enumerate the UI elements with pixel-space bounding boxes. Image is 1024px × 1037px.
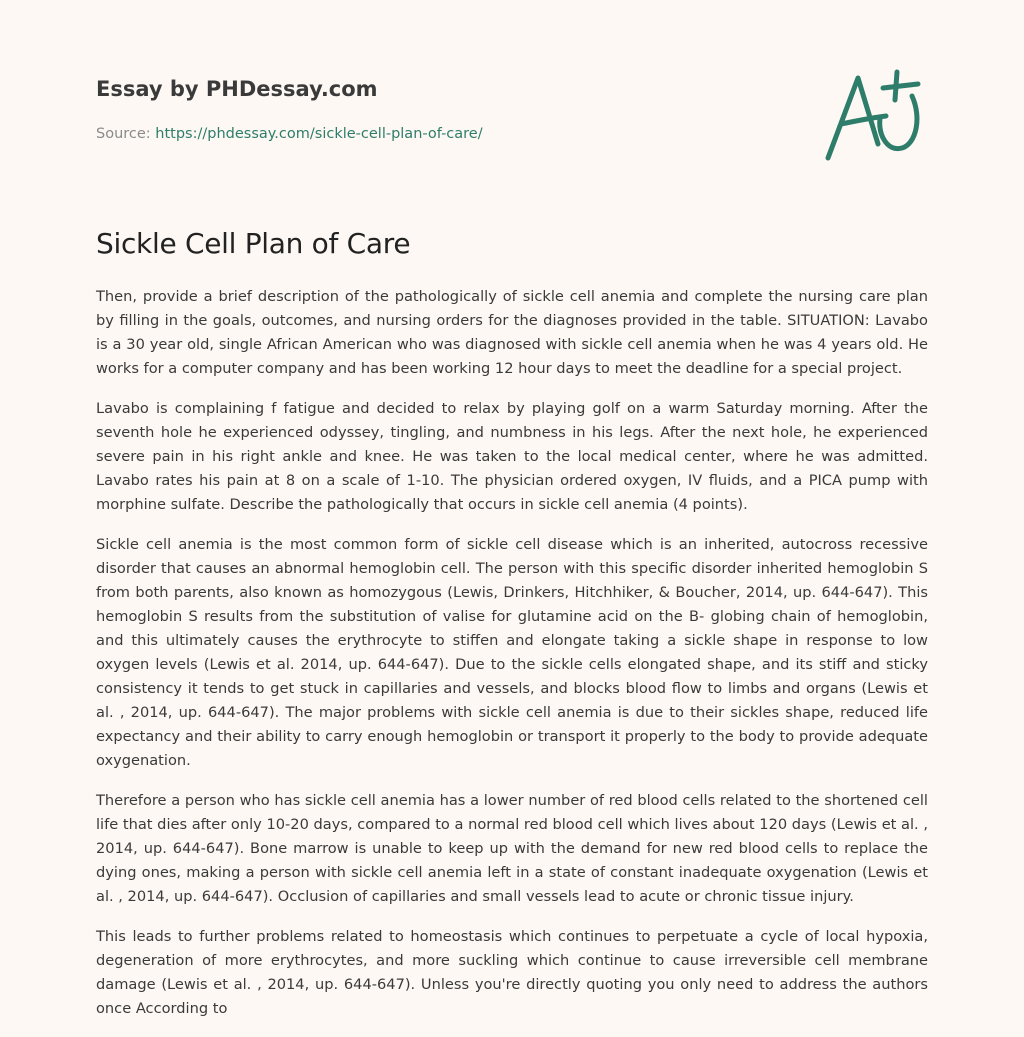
page-header — [96, 74, 796, 144]
article-paragraph: This leads to further problems related to homeostasis which continues to perpetuate a cycle of local hypoxia, degeneration of more erythrocytes, and more suckling which continue to cause irreversible cell membrane damage (Lewis et al. , 2014, up. 644-647). Unless you're directly quoting you only need to address the authors once According to — [96, 928, 928, 1017]
source-link[interactable]: https://phdessay.com/sickle-cell-plan-of-care/ — [155, 126, 483, 142]
source-line — [96, 124, 796, 144]
article-paragraph: Then, provide a brief description of the pathologically of sickle cell anemia and complete the nursing care plan by filling in the goals, outcomes, and nursing orders for the diagnoses provided in the table. SITUATION: Lavabo is a 30 year old, single African American who was diagnosed with sickle cell anemia when he was 4 years old. He works for a computer company and has been working 12 hour days to meet the deadline for a special project. — [96, 288, 928, 377]
site-brand: Essay by PHDessay.com — [96, 77, 378, 101]
source-label: Source: — [96, 126, 156, 142]
page-title: Sickle Cell Plan of Care — [96, 227, 411, 260]
article-body — [96, 285, 928, 1037]
a-plus-grade-icon — [818, 66, 930, 166]
article-paragraph: Therefore a person who has sickle cell anemia has a lower number of red blood cells related to the shortened cell life that dies after only 10-20 days, compared to a normal red blood cell which lives about 120 days (Lewis et al. , 2014, up. 644-647). Bone marrow is unable to keep up with the demand for new red blood cells to replace the dying ones, making a person with sickle cell anemia left in a state of constant inadequate oxygenation (Lewis et al. , 2014, up. 644-647). Occlusion of capillaries and small vessels lead to acute or chronic tissue injury. — [96, 792, 928, 905]
article-paragraph: Sickle cell anemia is the most common form of sickle cell disease which is an inherited, autocross recessive disorder that causes an abnormal hemoglobin cell. The person with this specific disorder inherited hemoglobin S from both parents, also known as homozygous (Lewis, Drinkers, Hitchhiker, & Boucher, 2014, up. 644-647). This hemoglobin S results from the substitution of valise for glutamine acid on the B- globing chain of hemoglobin, and this ultimately causes the erythrocyte to stiffen and elongate taking a sickle shape in response to low oxygen levels (Lewis et al. 2014, up. 644-647). Due to the sickle cells elongated shape, and its stiff and sticky consistency it tends to get stuck in capillaries and vessels, and blocks blood flow to limbs and organs (Lewis et al. , 2014, up. 644-647). The major problems with sickle cell anemia is due to their sickles shape, reduced life expectancy and their ability to carry enough hemoglobin or transport it properly to the body to provide adequate oxygenation. — [96, 536, 928, 769]
article-paragraph: Lavabo is complaining f fatigue and decided to relax by playing golf on a warm Saturday morning. After the seventh hole he experienced odyssey, tingling, and numbness in his legs. After the next hole, he experienced severe pain in his right ankle and knee. He was taken to the local medical center, where he was admitted. Lavabo rates his pain at 8 on a scale of 1-10. The physician ordered oxygen, IV fluids, and a PICA pump with morphine sulfate. Describe the pathologically that occurs in sickle cell anemia (4 points). — [96, 400, 928, 513]
